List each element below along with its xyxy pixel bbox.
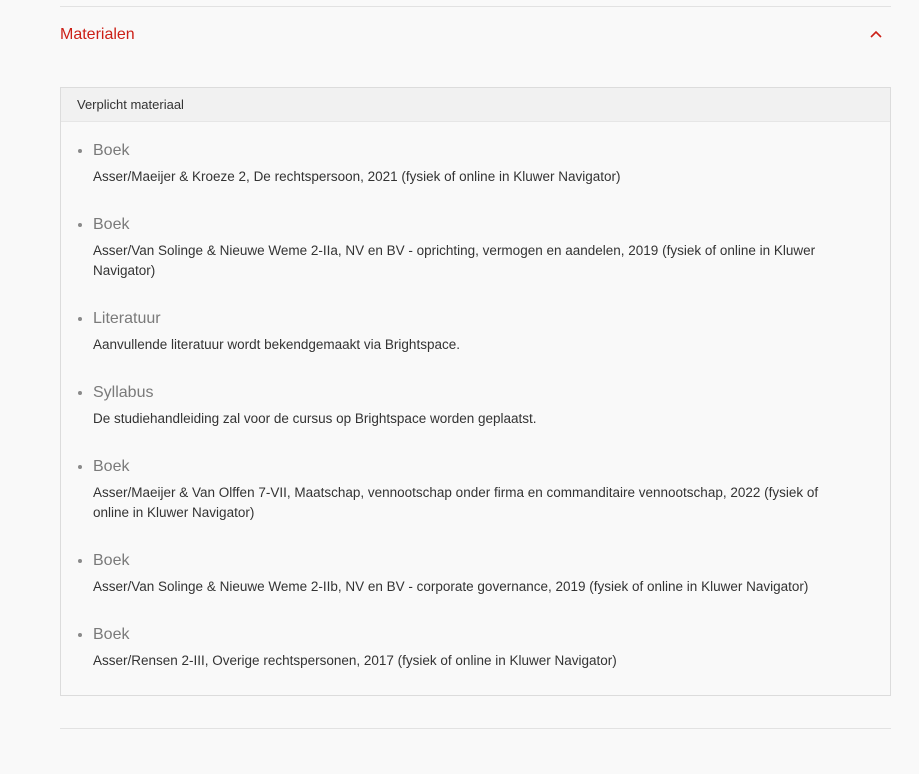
item-description: Asser/Van Solinge & Nieuwe Weme 2-IIa, NV en BV - oprichting, vermogen en aandelen, 2019 (fysiek of online in Kluwer Navigator) xyxy=(93,243,816,278)
bullet-icon xyxy=(78,149,82,153)
item-type: Literatuur xyxy=(93,310,161,327)
item-description: Asser/Rensen 2-III, Overige rechtspersonen, 2017 (fysiek of online in Kluwer Navigator) xyxy=(93,653,617,668)
materials-panel xyxy=(60,87,891,696)
bullet-icon xyxy=(78,633,82,637)
chevron-up-icon[interactable] xyxy=(869,27,883,41)
item-type: Boek xyxy=(93,552,130,569)
bottom-divider xyxy=(60,728,891,729)
item-description: Aanvullende literatuur wordt bekendgemaakt via Brightspace. xyxy=(93,337,460,352)
bullet-icon xyxy=(78,317,82,321)
materialen-accordion-header[interactable] xyxy=(60,7,891,63)
item-type: Boek xyxy=(93,626,130,643)
item-type: Boek xyxy=(93,142,130,159)
bullet-icon xyxy=(78,559,82,563)
section-title: Materialen xyxy=(60,26,135,43)
bullet-icon xyxy=(78,391,82,395)
item-description: Asser/Van Solinge & Nieuwe Weme 2-IIb, NV en BV - corporate governance, 2019 (fysiek of online in Kluwer Navigator) xyxy=(93,579,809,594)
item-type: Boek xyxy=(93,458,130,475)
bullet-icon xyxy=(78,223,82,227)
item-type: Syllabus xyxy=(93,384,154,401)
bullet-icon xyxy=(78,465,82,469)
item-type: Boek xyxy=(93,216,130,233)
panel-heading: Verplicht materiaal xyxy=(61,88,890,122)
item-description: De studiehandleiding zal voor de cursus op Brightspace worden geplaatst. xyxy=(93,411,537,426)
item-description: Asser/Maeijer & Van Olffen 7-VII, Maatschap, vennootschap onder firma en commanditaire vennootschap, 2022 (fysiek of online in Kluwer Navigator) xyxy=(93,485,819,520)
item-description: Asser/Maeijer & Kroeze 2, De rechtspersoon, 2021 (fysiek of online in Kluwer Navigator) xyxy=(93,169,621,184)
